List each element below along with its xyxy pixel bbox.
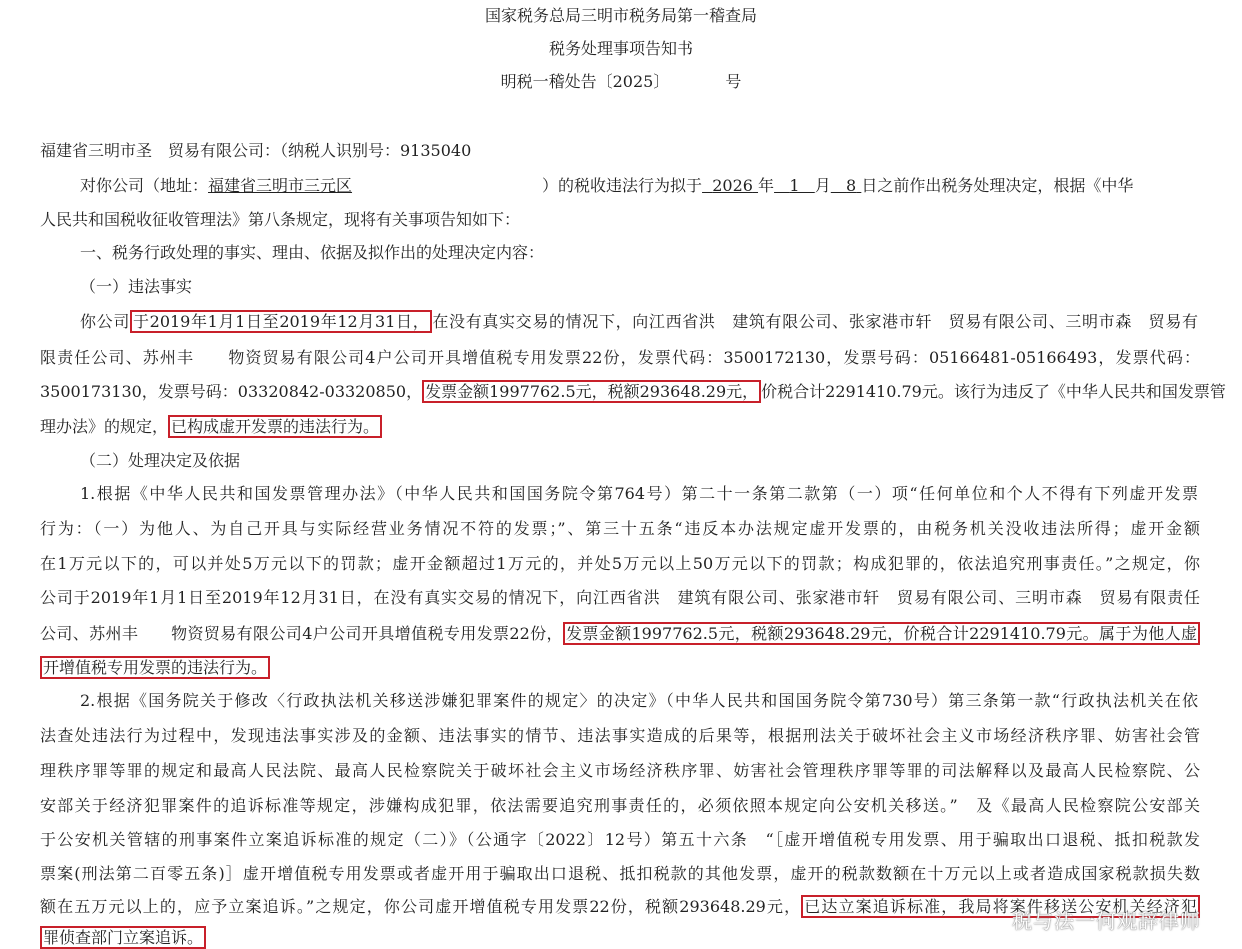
- highlight-invoice-total: 发票金额1997762.5元，税额293648.29元，价税合计2291410.79元。属于为他人虚: [563, 622, 1200, 645]
- decision-text: 额在五万元以上的，应予立案追诉。”之规定，你公司虚开增值税专用发票22份，税额293648.29元，: [40, 897, 802, 916]
- highlight-vat-violation: 开增值税专用发票的违法行为。: [40, 656, 270, 679]
- highlight-prosecution-standard: 已达立案追诉标准，我局将案件移送公安机关经济犯: [801, 895, 1200, 918]
- facts-line-4: [40, 414, 382, 437]
- decision-1-line-6: [40, 655, 270, 678]
- facts-line-2: 限责任公司、苏州丰 物资贸易有限公司4户公司开具增值税专用发票22份，发票代码：3500172130，发票号码：05166481-05166493，发票代码：: [40, 348, 1200, 367]
- decision-heading: （二）处理决定及依据: [80, 451, 241, 470]
- decision-1-line-1: 1.根据《中华人民共和国发票管理办法》（中华人民共和国国务院令第764号）第二十一条第二款第（一）项“任何单位和个人不得有下列虚开发票: [80, 484, 1198, 503]
- decision-2-line-1: 2.根据《国务院关于修改〈行政执法机关移送涉嫌犯罪案件的规定〉的决定》（中华人民共和国国务院令第730号）第三条第一款“行政执法机关在依: [80, 691, 1198, 710]
- intro-line-1: [80, 173, 1133, 196]
- intro-text: 年: [758, 176, 775, 195]
- intro-line-2: 人民共和国税收征收管理法》第八条规定，现将有关事项告知如下：: [40, 210, 521, 229]
- company-address: 福建省三明市三元区: [208, 176, 353, 195]
- facts-text: 价税合计2291410.79元。该行为违反了《中华人民共和国发票管: [761, 382, 1226, 401]
- agency-name: 国家税务总局三明市税务局第一稽查局: [484, 6, 757, 25]
- decision-2-line-4: 安部关于经济犯罪案件的追诉标准等规定，涉嫌构成犯罪，依法需要追究刑事责任的，必须依照本规定向公安机关移送。” 及《最高人民检察院公安部关: [40, 796, 1200, 815]
- document-number: [0, 69, 1242, 92]
- highlight-transfer-police: 罪侦查部门立案追诉。: [40, 926, 206, 949]
- facts-text: 在没有真实交易的情况下，向江西省洪 建筑有限公司、张家港市轩 贸易有限公司、三明市森 贸易有: [432, 312, 1198, 331]
- document-number-prefix: 明税一稽处告〔2025〕: [500, 72, 670, 91]
- watermark: 税与法一何观辞律师: [1012, 909, 1201, 933]
- facts-heading: （一）违法事实: [80, 277, 193, 296]
- document-title: 税务处理事项告知书: [548, 39, 693, 58]
- decision-1-line-4: 公司于2019年1月1日至2019年12月31日，在没有真实交易的情况下，向江西省洪 建筑有限公司、张家港市轩 贸易有限公司、三明市森 贸易有限责任: [40, 588, 1200, 607]
- facts-line-3: [40, 379, 1226, 402]
- addressee: 福建省三明市圣 贸易有限公司：（纳税人识别号：9135040: [40, 141, 472, 160]
- deadline-year: 2026: [712, 176, 753, 195]
- deadline-day: 8: [846, 176, 857, 195]
- intro-text: 月: [814, 176, 831, 195]
- highlight-invoice-amount: 发票金额1997762.5元，税额293648.29元，: [422, 380, 761, 403]
- facts-text: 3500173130，发票号码：03320842-03320850，: [40, 382, 423, 401]
- facts-text: 理办法》的规定，: [40, 417, 169, 436]
- decision-text: 公司、苏州丰 物资贸易有限公司4户公司开具增值税专用发票22份，: [40, 624, 563, 643]
- facts-line-1: [80, 309, 1198, 332]
- decision-1-line-5: [40, 621, 1200, 644]
- intro-text: 对你公司（地址：: [80, 176, 209, 195]
- section-heading-1: 一、税务行政处理的事实、理由、依据及拟作出的处理决定内容：: [80, 243, 545, 262]
- facts-text: 你公司: [80, 312, 130, 331]
- highlight-period: 于2019年1月1日至2019年12月31日，: [130, 310, 432, 333]
- highlight-violation: 已构成虚开发票的违法行为。: [168, 415, 382, 438]
- document-number-suffix: 号: [725, 72, 742, 91]
- intro-text: 日之前作出税务处理决定，根据《中华: [861, 176, 1134, 195]
- decision-2-line-2: 法查处违法行为过程中，发现违法事实涉及的金额、违法事实的情节、违法事实造成的后果等，根据刑法关于破坏社会主义市场经济秩序罪、妨害社会管: [40, 726, 1200, 745]
- decision-1-line-2: 行为：（一）为他人、为自己开具与实际经营业务情况不符的发票；”、第三十五条“违反本办法规定虚开发票的，由税务机关没收违法所得；虚开金额: [40, 519, 1200, 538]
- deadline-month: 1: [789, 176, 800, 195]
- decision-2-line-5: 于公安机关管辖的刑事案件立案追诉标准的规定（二）》（公通字〔2022〕12号）第五十六条 “［虚开增值税专用发票、用于骗取出口退税、抵扣税款发: [40, 830, 1200, 849]
- intro-text: ）的税收违法行为拟于: [542, 176, 703, 195]
- decision-2-line-6: 票案(刑法第二百零五条)］虚开增值税专用发票或者虚开用于骗取出口退税、抵扣税款的其他发票，虚开的税款数额在十万元以上或者造成国家税款损失数: [40, 864, 1200, 883]
- decision-1-line-3: 在1万元以下的，可以并处5万元以下的罚款；虚开金额超过1万元的，并处5万元以上50万元以下的罚款；构成犯罪的，依法追究刑事责任。”之规定，你: [40, 554, 1200, 573]
- decision-2-line-8: [40, 925, 206, 948]
- decision-2-line-3: 理秩序罪等罪的规定和最高人民法院、最高人民检察院关于破坏社会主义市场经济秩序罪、妨害社会管理秩序罪等罪的司法解释以及最高人民检察院、公: [40, 761, 1200, 780]
